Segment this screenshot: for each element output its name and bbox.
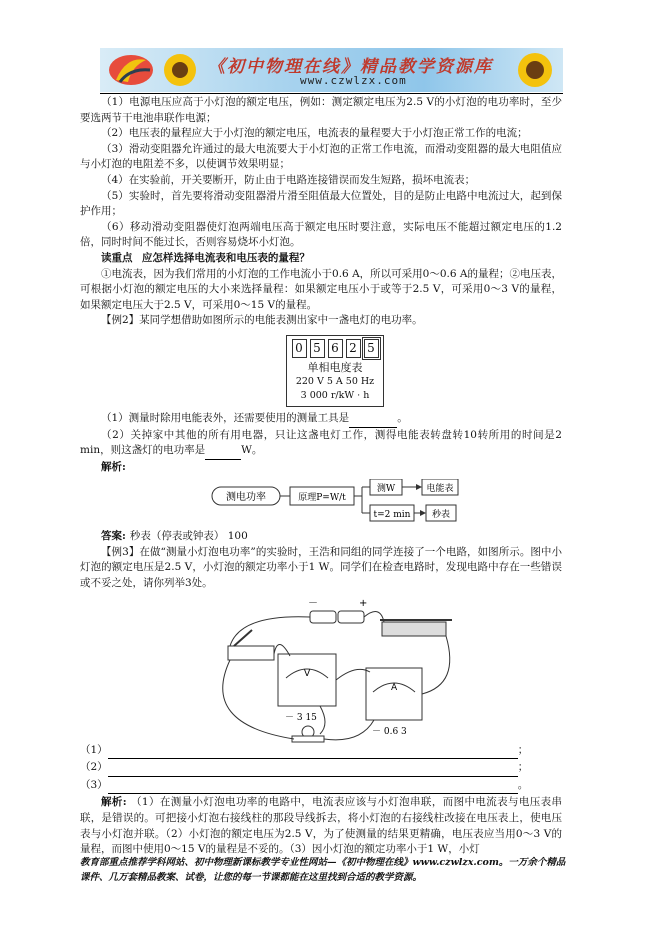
ammeter-icon <box>366 668 422 720</box>
header-rule <box>100 93 563 94</box>
analysis-flowchart <box>80 479 562 525</box>
answer-blank[interactable] <box>108 778 518 795</box>
footer-text: 教育部重点推荐学科网站、初中物理新课标教学专业性网站—《初中物理在线》www.czwlzx.com。一万余个精品课件、几万套精品教案、试卷，让您的每一节课都能在这里找到合适的教学资源。 <box>80 857 566 883</box>
voltmeter-icon <box>278 654 336 706</box>
rheostat-icon <box>382 622 446 636</box>
answer-blank <box>205 443 241 460</box>
sunflower-icon <box>160 50 200 90</box>
key-question-label: 读重点 <box>101 251 133 264</box>
battery-icon <box>338 611 364 623</box>
answer-lines <box>80 743 562 795</box>
site-title: 《初中物理在线》精品教学资源库 <box>208 57 493 77</box>
svg-text:－ 0.6 3: － 0.6 3 <box>372 726 407 737</box>
svg-text:A: A <box>391 682 398 693</box>
svg-text:V: V <box>304 668 311 679</box>
flow-principle: 原理P=W/t <box>298 493 346 504</box>
energy-meter-figure <box>286 335 384 407</box>
meter-digit: 0 <box>292 339 307 358</box>
paragraph: （4）在实验前，开关要断开，防止由于电路连接错误而发生短路，损坏电流表； <box>101 173 476 186</box>
meter-spec: 220 V 5 A 50 Hz <box>295 375 375 387</box>
paragraph: （5）实验时，首先要将滑动变阻器滑片滑至阻值最大位置处，目的是防止电路中电流过大，起到保护作用； <box>80 189 562 218</box>
svg-text:－: － <box>308 597 318 609</box>
meter-digit: 6 <box>328 339 343 358</box>
example-2: 【例2】某同学想借助如图所示的电能表测出家中一盏电灯的电功率。 <box>101 314 423 327</box>
answer-line-1: （1） ； <box>80 743 562 760</box>
flow-start: 测电功率 <box>226 492 266 504</box>
analysis-3: 解析: （1）在测量小灯泡电功率的电路中，电流表应该与小灯泡串联，而图中电流表与电压表串联，是错误的。可把接小灯泡右接线柱的那段导线拆去，将小灯泡的右接线柱改接在电压表上，使电压表与小灯泡并联。（2）小灯泡的额定电压为2.5 V，为了使测量的结果更精确，电压表应当用0～3 V的量程，而图中使用0～15 V的量程是不妥的。（3）因小灯泡的额定功率小于1 W，小灯 <box>80 796 562 856</box>
answer-2: 答案: 秒表（停表或钟表） 100 <box>101 530 248 543</box>
paragraph: （6）移动滑动变阻器使灯泡两端电压高于额定电压时要注意，实际电压不能超过额定电压的1.2倍，同时时间不能过长，否则容易烧坏小灯泡。 <box>80 220 562 249</box>
circuit-svg <box>160 594 490 744</box>
answer-blank <box>349 411 397 428</box>
paragraph: ①电流表，因为我们常用的小灯泡的工作电流小于0.6 A，所以可采用0～0.6 A的量程；②电压表，可根据小灯泡的额定电压的大小来选择量程：如果额定电压小于或等于2.5 V，可采用0～3 V的量程，如果额定电压大于2.5 V，可采用0～15 V的量程。 <box>80 267 562 311</box>
answer-blank[interactable] <box>108 743 518 760</box>
flowchart-svg <box>210 479 460 525</box>
flow-tool-1: 电能表 <box>426 484 454 495</box>
document-body <box>80 95 562 858</box>
header-banner <box>100 48 563 92</box>
battery-icon <box>310 611 336 623</box>
meter-rate: 3 000 r/kW · h <box>300 389 370 401</box>
answer-blank[interactable] <box>108 760 518 777</box>
flow-measure: 测W <box>376 484 396 495</box>
switch-icon <box>228 646 274 660</box>
answer-line-2: （2） ； <box>80 760 562 777</box>
meter-digit: 5 <box>310 339 325 358</box>
answer-line-3: （3） 。 <box>80 778 562 795</box>
meter-digits <box>287 339 383 358</box>
circuit-figure <box>80 592 562 742</box>
flow-time: t=2 min <box>373 510 411 521</box>
meter-digit: 2 <box>346 339 361 358</box>
analysis-label: 解析: <box>101 460 126 473</box>
flow-tool-2: 秒表 <box>431 510 451 521</box>
key-question <box>80 251 562 267</box>
key-question-text: 应怎样选择电流表和电压表的量程？ <box>141 251 310 264</box>
site-logo-icon <box>106 52 156 88</box>
paragraph: （3）滑动变阻器允许通过的最大电流要大于小灯泡的正常工作电流，而滑动变阻器的最大电阻值应与小灯泡的电阻差不多，以使调节效果明显； <box>80 142 562 171</box>
meter-digit: 5 <box>364 339 379 358</box>
svg-text:+: + <box>359 597 368 609</box>
meter-name: 单相电度表 <box>307 360 363 374</box>
paragraph: （2）电压表的量程应大于小灯泡的额定电压，电流表的量程要大于小灯泡正常工作的电流； <box>101 127 528 140</box>
example-3: 【例3】在做“测量小灯泡电功率”的实验时，王浩和同组的同学连接了一个电路，如图所示。图中小灯泡的额定电压是2.5 V，小灯泡的额定功率小于1 W。同学们在检查电路时，发现电路中存在一些错误或不妥之处，请你列举3处。 <box>80 545 562 590</box>
question-1: （1）测量时除用电能表外，还需要使用的测量工具是 。 <box>80 411 562 428</box>
site-url[interactable]: www.czwlzx.com <box>300 74 407 87</box>
svg-text:－ 3 15: － 3 15 <box>285 712 317 723</box>
paragraph: （1）电源电压应高于小灯泡的额定电压，例如：测定额定电压为2.5 V的小灯泡的电功率时，至少要选两节干电池串联作电源； <box>80 96 562 124</box>
sunflower-icon <box>515 50 555 90</box>
question-2: （2）关掉家中其他的所有用电器，只让这盏电灯工作，测得电能表转盘转10转所用的时间是2 min，则这盏灯的电功率是 W。 <box>80 428 562 460</box>
